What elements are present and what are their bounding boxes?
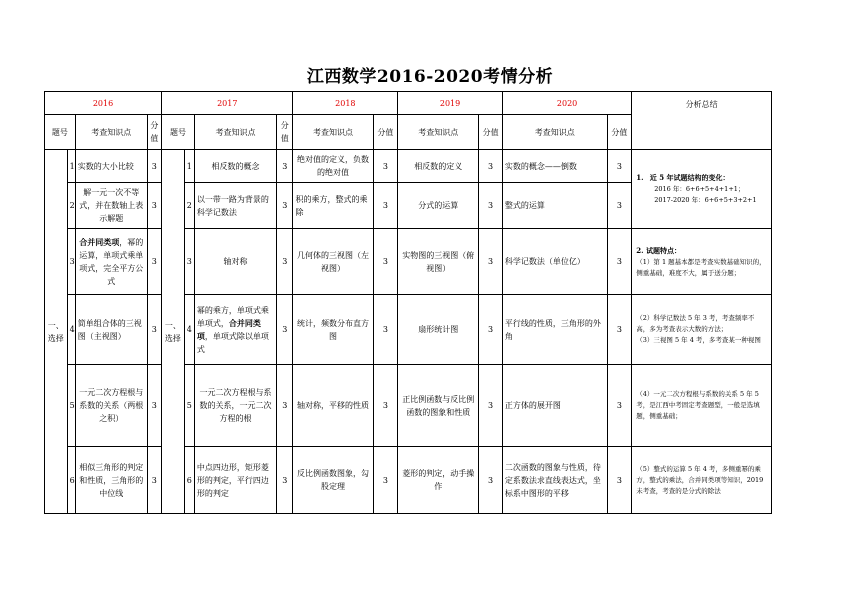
knowledge-cell: 解一元一次不等式，并在数轴上表示解题 — [75, 183, 147, 229]
question-number: 5 — [184, 365, 194, 447]
knowledge-header: 考查知识点 — [75, 115, 147, 150]
score-cell: 3 — [607, 150, 632, 183]
knowledge-cell: 平行线的性质，三角形的外角 — [502, 295, 607, 365]
question-number: 6 — [67, 447, 75, 514]
question-number: 1 — [184, 150, 194, 183]
year-2020: 2020 — [502, 92, 631, 115]
knowledge-cell: 积的乘方，整式的乘除 — [293, 183, 373, 229]
knowledge-cell: 扇形统计图 — [398, 295, 479, 365]
knowledge-header: 考查知识点 — [398, 115, 479, 150]
score-cell: 3 — [607, 183, 632, 229]
year-2016: 2016 — [45, 92, 162, 115]
section-label: 一、 选择 — [162, 150, 185, 514]
summary-header: 分析总结 — [632, 92, 772, 150]
table-row — [45, 229, 772, 295]
score-header: 分值 — [147, 115, 161, 150]
knowledge-cell: 幂的乘方，单项式乘单项式，合并同类项，单项式除以单项式 — [194, 295, 276, 365]
knowledge-cell: 一元二次方程根与系数的关系，一元二次方程的根 — [194, 365, 276, 447]
knowledge-cell: 正方体的展开图 — [502, 365, 607, 447]
knowledge-cell: 整式的运算 — [502, 183, 607, 229]
knowledge-header: 考查知识点 — [293, 115, 373, 150]
analysis-cell-3: （2）科学记数法 5 年 3 考，考查频率不高，多为考查表示大数的方法； （3）三视图 5 年 4 考，多考查某一种视图 — [632, 295, 772, 365]
page-title: 江西数学2016-2020考情分析 — [306, 67, 554, 87]
score-cell: 3 — [607, 229, 632, 295]
score-cell: 3 — [373, 229, 398, 295]
knowledge-cell: 轴对称，平移的性质 — [293, 365, 373, 447]
question-number: 1 — [67, 150, 75, 183]
knowledge-cell: 正比例函数与反比例函数的图象和性质 — [398, 365, 479, 447]
score-cell: 3 — [373, 295, 398, 365]
knowledge-cell: 实物图的三视图（俯视图） — [398, 229, 479, 295]
score-cell: 3 — [147, 447, 161, 514]
knowledge-cell: 轴对称 — [194, 229, 276, 295]
score-cell: 3 — [147, 150, 161, 183]
question-number: 3 — [67, 229, 75, 295]
score-cell: 3 — [607, 447, 632, 514]
score-cell: 3 — [607, 365, 632, 447]
score-header: 分值 — [479, 115, 503, 150]
score-cell: 3 — [277, 183, 293, 229]
analysis-cell-4: （4）一元二次方程根与系数的关系 5 年 5 考，是江西中考固定考查题型，一般是选填题，侧重基础； — [632, 365, 772, 447]
analysis-cell-5: （5）整式的运算 5 年 4 考，多侧重幂的乘方，整式的乘法，合并同类项等知识，2019 未考查，考查的是分式的除法 — [632, 447, 772, 514]
knowledge-cell: 科学记数法（单位亿） — [502, 229, 607, 295]
score-cell: 3 — [607, 295, 632, 365]
knowledge-cell: 二次函数的图象与性质，待定系数法求直线表达式，坐标系中图形的平移 — [502, 447, 607, 514]
score-cell: 3 — [479, 365, 503, 447]
score-cell: 3 — [147, 365, 161, 447]
knowledge-cell: 合并同类项，幂的运算，单项式乘单项式，完全平方公式 — [75, 229, 147, 295]
score-cell: 3 — [373, 447, 398, 514]
year-header-row — [45, 92, 772, 115]
knowledge-cell: 相反数的定义 — [398, 150, 479, 183]
knowledge-cell: 菱形的判定，动手操作 — [398, 447, 479, 514]
section-label: 一、 选择 — [45, 150, 68, 514]
score-header: 分值 — [277, 115, 293, 150]
score-cell: 3 — [147, 183, 161, 229]
knowledge-cell: 统计，频数分布直方图 — [293, 295, 373, 365]
score-cell: 3 — [373, 365, 398, 447]
table-row — [45, 150, 772, 183]
question-number: 4 — [67, 295, 75, 365]
score-cell: 3 — [479, 295, 503, 365]
knowledge-cell: 几何体的三视图（左视图） — [293, 229, 373, 295]
knowledge-cell: 反比例函数图象，勾股定理 — [293, 447, 373, 514]
score-cell: 3 — [373, 150, 398, 183]
table-row — [45, 295, 772, 365]
knowledge-cell: 中点四边形，矩形菱形的判定，平行四边形的判定 — [194, 447, 276, 514]
score-header: 分值 — [373, 115, 398, 150]
score-cell: 3 — [277, 365, 293, 447]
question-number: 4 — [184, 295, 194, 365]
table-row — [45, 365, 772, 447]
score-cell: 3 — [479, 183, 503, 229]
analysis-cell-1: 1. 近 5 年试题结构的变化： 2016 年：6+6+5+4+1+1； 2017-2020 年：6+6+5+3+2+1 — [632, 150, 772, 229]
knowledge-cell: 简单组合体的三视图（主视图） — [75, 295, 147, 365]
score-cell: 3 — [277, 295, 293, 365]
score-cell: 3 — [277, 150, 293, 183]
knowledge-cell: 绝对值的定义，负数的绝对值 — [293, 150, 373, 183]
knowledge-cell: 以一带一路为背景的科学记数法 — [194, 183, 276, 229]
analysis-cell-2: 2. 试题特点： （1）第 1 题基本都是考查实数基础知识的，侧重基础，难度不大，属于送分题； — [632, 229, 772, 295]
question-number: 6 — [184, 447, 194, 514]
knowledge-cell: 一元二次方程根与系数的关系（两根之积） — [75, 365, 147, 447]
question-number: 3 — [184, 229, 194, 295]
score-cell: 3 — [479, 150, 503, 183]
year-2019: 2019 — [398, 92, 503, 115]
question-number: 2 — [67, 183, 75, 229]
question-number: 2 — [184, 183, 194, 229]
knowledge-cell: 相反数的概念 — [194, 150, 276, 183]
score-cell: 3 — [373, 183, 398, 229]
knowledge-cell: 相似三角形的判定和性质，三角形的中位线 — [75, 447, 147, 514]
table-row — [45, 447, 772, 514]
year-2018: 2018 — [293, 92, 398, 115]
qnum-header: 题号 — [45, 115, 76, 150]
qnum-header: 题号 — [162, 115, 195, 150]
knowledge-cell: 分式的运算 — [398, 183, 479, 229]
knowledge-header: 考查知识点 — [194, 115, 276, 150]
exam-analysis-table — [44, 91, 772, 514]
score-cell: 3 — [147, 295, 161, 365]
score-cell: 3 — [479, 447, 503, 514]
score-cell: 3 — [147, 229, 161, 295]
question-number: 5 — [67, 365, 75, 447]
score-cell: 3 — [479, 229, 503, 295]
score-cell: 3 — [277, 447, 293, 514]
knowledge-header: 考查知识点 — [502, 115, 607, 150]
score-cell: 3 — [277, 229, 293, 295]
year-2017: 2017 — [162, 92, 293, 115]
knowledge-cell: 实数的概念——倒数 — [502, 150, 607, 183]
score-header: 分值 — [607, 115, 632, 150]
knowledge-cell: 实数的大小比较 — [75, 150, 147, 183]
